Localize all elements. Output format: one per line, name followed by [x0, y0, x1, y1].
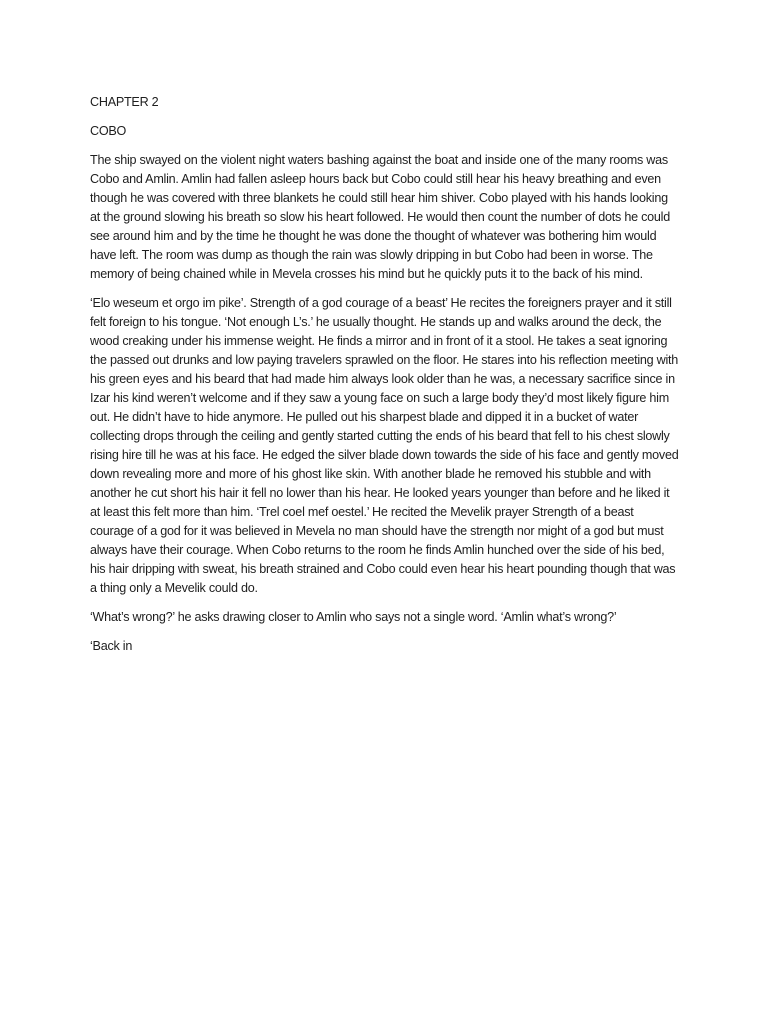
- chapter-label: CHAPTER 2: [90, 95, 159, 109]
- paragraph-1: The ship swayed on the violent night waters bashing against the boat and inside one of the many rooms was Cobo and Amlin. Amlin had fallen asleep hours back but Cobo could still hear his heavy breathing and even though he was covered with three blankets he could still hear him shiver. Cobo played with his hands looking at the ground slowing his breath so slow his heart followed. He would then count the number of dots he could see around him and by the time he thought he was done the thought of whatever was bothering him would have left. The room was dump as though the rain was slowly dripping in but Cobo had been in worse. The memory of being chained while in Mevela crosses his mind but he quickly puts it to the back of his mind.: [90, 153, 670, 281]
- paragraph-3: ‘What’s wrong?’ he asks drawing closer to Amlin who says not a single word. ‘Amlin what’s wrong?’: [90, 610, 617, 624]
- chapter-title: COBO: [90, 124, 127, 138]
- paragraph-2: ‘Elo weseum et orgo im pike’. Strength of a god courage of a beast’ He recites the foreigners prayer and it still felt foreign to his tongue. ‘Not enough L’s.’ he usually thought. He stands up and walks around the deck, the wood creaking under his immense weight. He finds a mirror and in front of it a stool. He takes a seat ignoring the passed out drunks and low paying travelers sprawled on the floor. He stares into his reflection meeting with his green eyes and his beard that had made him always look older than he was, a necessary sacrifice since in Izar his kind weren’t welcome and if they saw a young face on such a large body they’d most likely figure him out. He didn’t have to hide anymore. He pulled out his sharpest blade and dipped it in a bucket of water collecting drops through the ceiling and gently started cutting the ends of his beard that fell to his chest slowly rising hire till he was at his face. He edged the silver blade down towards the side of his face and gently moved down revealing more and more of his ghost like skin. With another blade he removed his stubble and with another he cut short his hair it fell no lower than his hear. He looked years younger than before and he liked it at least this felt more than him. ‘Trel coel mef oestel.’ He recited the Mevelik prayer Strength of a beast courage of a god for it was believed in Mevela no man should have the strength nor might of a god but must always have their courage. When Cobo returns to the room he finds Amlin hunched over the side of his bed, his hair dripping with sweat, his breath strained and Cobo could even hear his heart pounding though that was a thing only a Mevelik could do.: [90, 296, 679, 595]
- document-body: [90, 93, 680, 666]
- paragraph-4: ‘Back in: [90, 639, 133, 653]
